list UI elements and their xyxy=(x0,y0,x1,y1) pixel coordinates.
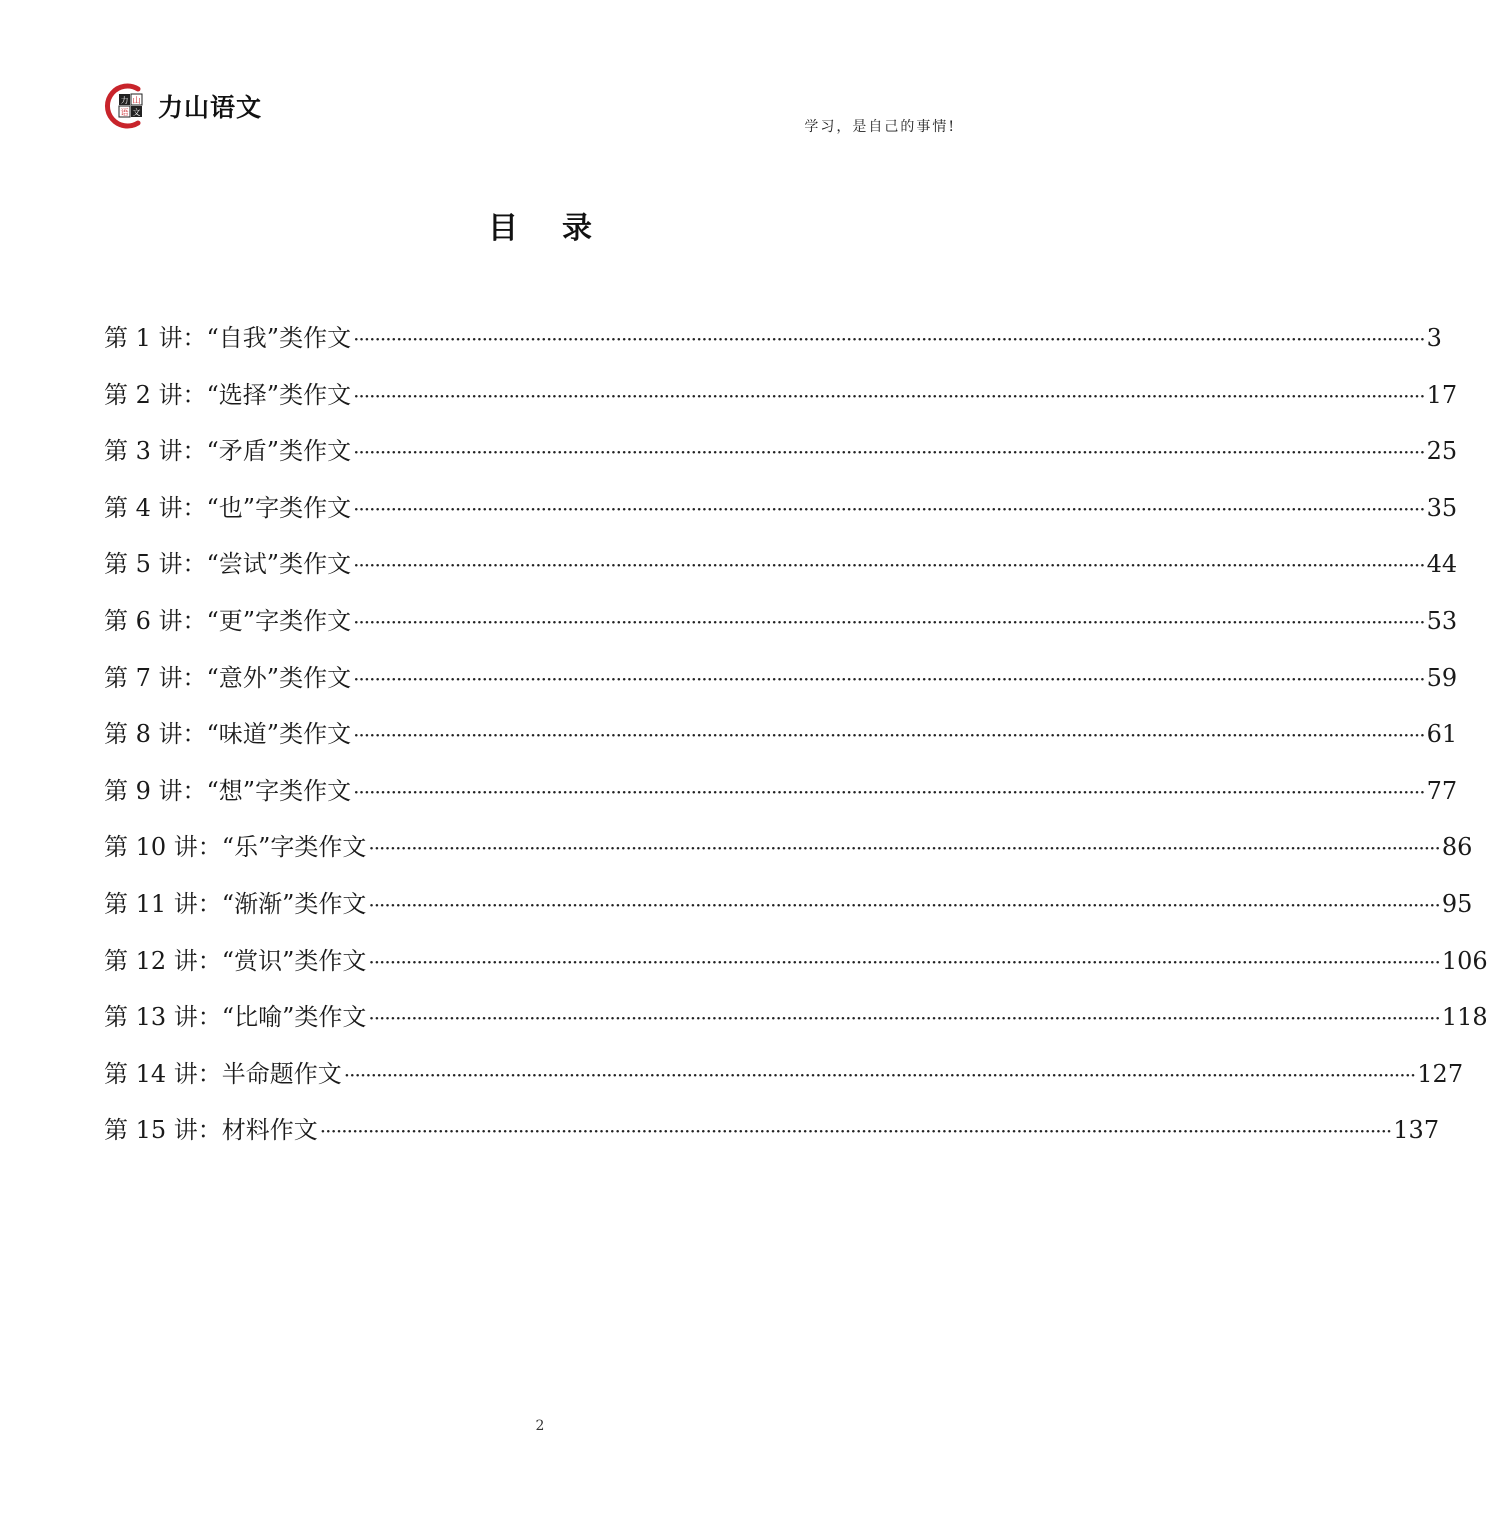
toc-leader-dots: ········································································································································································································ xyxy=(353,723,1425,748)
toc-title: “比喻”类作文 xyxy=(221,1003,367,1032)
toc-lecture: 第 2 讲： xyxy=(104,380,207,409)
toc-page: 35 xyxy=(1426,493,1458,522)
toc-leader-dots: ········································································································································································································ xyxy=(368,836,1440,861)
toc-page: 77 xyxy=(1426,776,1458,805)
toc-lecture: 第 12 讲： xyxy=(104,946,222,975)
toc-title: 材料作文 xyxy=(221,1116,318,1145)
toc-leader-dots: ········································································································································································································ xyxy=(343,1062,1416,1087)
toc-entry[interactable] xyxy=(104,375,1458,432)
logo-glyph: 语 xyxy=(120,108,129,117)
title-right-char: 录 xyxy=(562,211,592,246)
toc-title: “乐”字类作文 xyxy=(221,833,367,862)
toc-lecture: 第 7 讲： xyxy=(104,663,207,692)
toc-page: 118 xyxy=(1441,1003,1488,1032)
logo-emblem-icon xyxy=(104,82,152,130)
toc-lecture: 第 11 讲： xyxy=(104,889,222,918)
toc-page: 59 xyxy=(1426,663,1458,692)
toc-lecture: 第 5 讲： xyxy=(104,550,207,579)
toc-entry[interactable] xyxy=(104,714,1458,771)
toc-entry[interactable] xyxy=(104,601,1458,658)
toc-leader-dots: ········································································································································································································ xyxy=(353,440,1425,465)
toc-title: “尝试”类作文 xyxy=(206,550,352,579)
toc-lecture: 第 15 讲： xyxy=(104,1116,222,1145)
toc-title: 半命题作文 xyxy=(221,1059,342,1088)
table-of-contents xyxy=(104,318,1488,1167)
toc-lecture: 第 6 讲： xyxy=(104,606,207,635)
toc-leader-dots: ········································································································································································································ xyxy=(368,892,1440,917)
toc-title: “赏识”类作文 xyxy=(221,946,367,975)
toc-page: 17 xyxy=(1426,380,1458,409)
toc-entry[interactable] xyxy=(104,941,1488,998)
logo-glyph: 文 xyxy=(132,108,141,117)
page-header xyxy=(104,78,974,138)
toc-title: “想”字类作文 xyxy=(206,776,352,805)
toc-entry[interactable] xyxy=(104,544,1458,601)
toc-title: “意外”类作文 xyxy=(206,663,352,692)
toc-page: 25 xyxy=(1426,437,1458,466)
header-slogan: 学习，是自己的事情! xyxy=(804,119,956,135)
toc-entry[interactable] xyxy=(104,884,1473,941)
toc-entry[interactable] xyxy=(104,488,1458,545)
toc-entry[interactable] xyxy=(104,1054,1464,1111)
toc-page: 106 xyxy=(1441,946,1488,975)
toc-leader-dots: ········································································································································································································ xyxy=(353,553,1425,578)
toc-entry[interactable] xyxy=(104,1110,1440,1167)
toc-title: “选择”类作文 xyxy=(206,380,352,409)
toc-entry[interactable] xyxy=(104,431,1458,488)
toc-leader-dots: ········································································································································································································ xyxy=(353,327,1425,351)
toc-leader-dots: ········································································································································································································ xyxy=(353,666,1425,691)
toc-page: 53 xyxy=(1426,606,1458,635)
toc-title: “更”字类作文 xyxy=(206,606,352,635)
toc-title: “矛盾”类作文 xyxy=(206,437,352,466)
toc-entry[interactable] xyxy=(104,997,1488,1054)
toc-title: “自我”类作文 xyxy=(206,324,352,352)
toc-entry[interactable] xyxy=(104,318,1442,375)
toc-page: 86 xyxy=(1441,833,1473,862)
logo-glyph: 山 xyxy=(132,96,141,105)
toc-entry[interactable] xyxy=(104,771,1458,828)
toc-lecture: 第 9 讲： xyxy=(104,776,207,805)
toc-page: 44 xyxy=(1426,550,1458,579)
toc-lecture: 第 14 讲： xyxy=(104,1059,222,1088)
toc-leader-dots: ········································································································································································································ xyxy=(368,1006,1440,1031)
toc-entry[interactable] xyxy=(104,658,1458,715)
toc-leader-dots: ········································································································································································································ xyxy=(368,949,1440,974)
toc-title: “味道”类作文 xyxy=(206,720,352,749)
toc-leader-dots: ········································································································································································································ xyxy=(353,383,1425,408)
page-title xyxy=(0,203,1080,247)
toc-page: 95 xyxy=(1441,889,1473,918)
toc-leader-dots: ········································································································································································································ xyxy=(319,1119,1392,1144)
toc-leader-dots: ········································································································································································································ xyxy=(353,496,1425,521)
toc-title: “也”字类作文 xyxy=(206,493,352,522)
page-number: 2 xyxy=(535,1418,545,1434)
toc-page: 127 xyxy=(1417,1059,1464,1088)
toc-lecture: 第 3 讲： xyxy=(104,437,207,466)
toc-lecture: 第 1 讲： xyxy=(104,324,207,352)
toc-page: 137 xyxy=(1393,1116,1440,1145)
toc-page: 61 xyxy=(1426,720,1458,749)
toc-lecture: 第 13 讲： xyxy=(104,1003,222,1032)
brand-logo xyxy=(104,78,262,134)
logo-glyph: 力 xyxy=(120,96,129,105)
toc-leader-dots: ········································································································································································································ xyxy=(353,779,1425,804)
toc-lecture: 第 8 讲： xyxy=(104,720,207,749)
title-left-char: 目 xyxy=(488,211,518,246)
toc-leader-dots: ········································································································································································································ xyxy=(353,609,1425,634)
brand-name: 力山语文 xyxy=(158,93,263,122)
toc-title: “渐渐”类作文 xyxy=(221,889,367,918)
toc-page: 3 xyxy=(1426,324,1442,352)
toc-entry[interactable] xyxy=(104,827,1473,884)
toc-lecture: 第 10 讲： xyxy=(104,833,222,862)
toc-lecture: 第 4 讲： xyxy=(104,493,207,522)
